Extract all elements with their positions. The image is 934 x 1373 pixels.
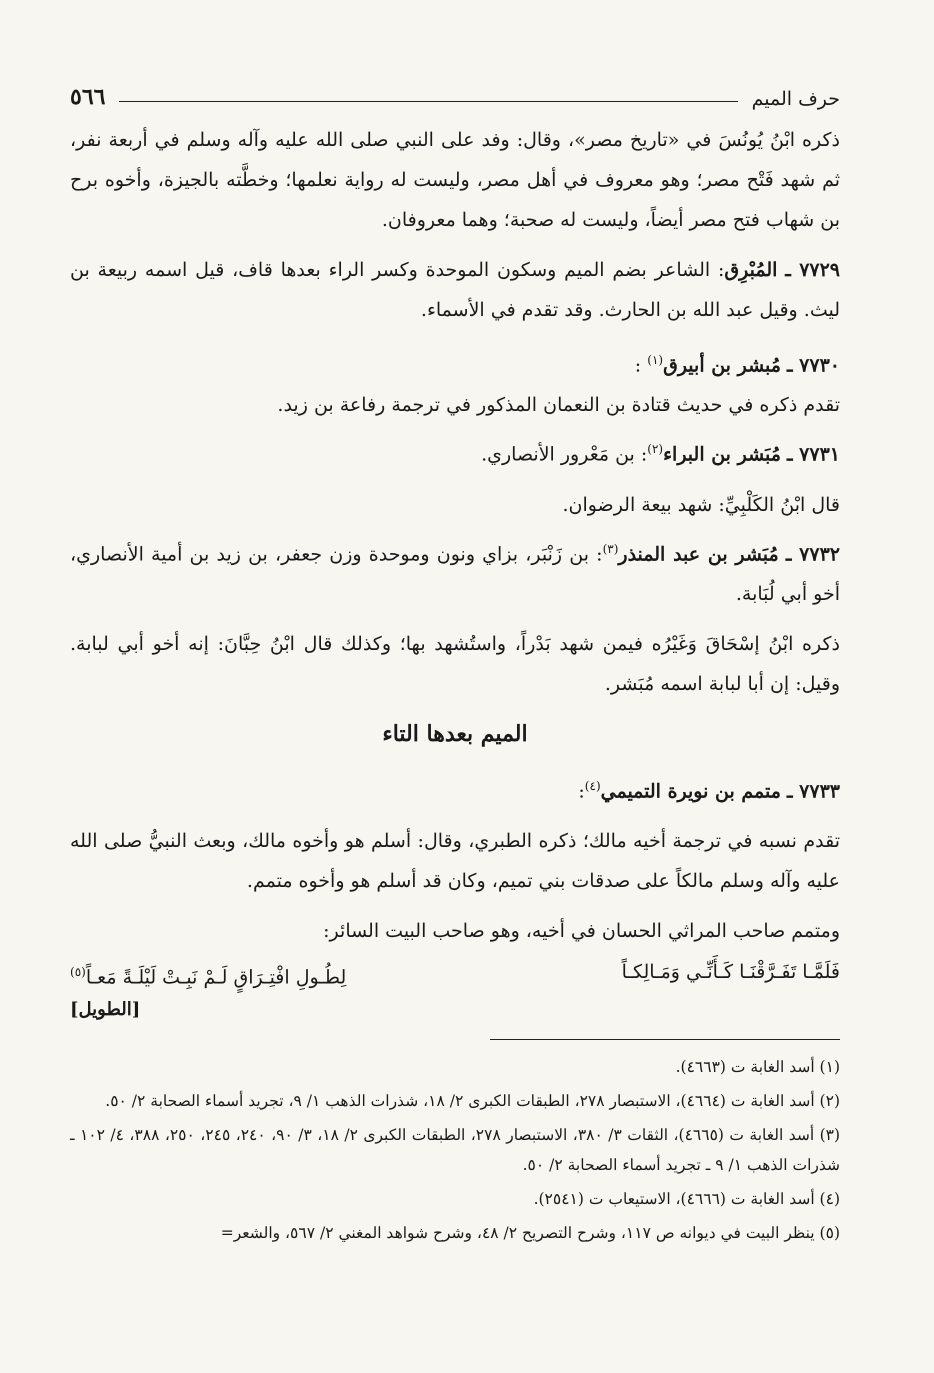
entry-number: ٧٧٢٩ ـ bbox=[785, 259, 841, 281]
entry-name: مُبَشر بن البراء bbox=[663, 443, 781, 466]
section-title: حرف الميم bbox=[751, 88, 840, 110]
paragraph-mutammim: تقدم نسبه في ترجمة أخيه مالك؛ ذكره الطبري، وقال: أسلم هو وأخوه مالك، وبعث النبيُّ صلى الله عليه وآله وسلم مالكاً على صدقات بني تميم، وكان قد أسلم هو وأخوه متمم. bbox=[70, 830, 840, 893]
footnote-ref: (٢) bbox=[647, 442, 664, 457]
entry-text: تقدم ذكره في حديث قتادة بن النعمان المذكور في ترجمة رفاعة بن زيد. bbox=[277, 394, 840, 417]
entry-text: : الشاعر بضم الميم وسكون الموحدة وكسر الراء بعدها قاف، قيل اسمه ربيعة بن ليث. وقيل عبد الله بن الحارث. وقد تقدم في الأسماء. bbox=[70, 259, 840, 321]
entry-7732 bbox=[70, 529, 840, 614]
paragraph-ishaq: ذكره ابْنُ إسْحَاقَ وَغَيْرُه فيمن شهد بَدْراً، واستُشهد بها؛ وكذلك قال ابْنُ حِبَّانَ: إنه أخو أبي لبابة. وقيل: إن أبا لبابة اسمه مُبَشر. bbox=[70, 632, 840, 695]
page-number: ٥٦٦ bbox=[70, 84, 106, 110]
entry-name: المُبْرِق bbox=[724, 259, 778, 281]
entry-text: : بن مَعْرور الأنصاري. bbox=[481, 443, 648, 466]
entry-name: مُبشر بن أبيرق bbox=[663, 354, 781, 377]
entry-7730 bbox=[70, 340, 840, 425]
entry-name: مُبَشر بن عبد المنذر bbox=[618, 542, 779, 565]
entry-7729 bbox=[70, 250, 840, 330]
entry-name: متمم بن نويرة التميمي bbox=[600, 780, 781, 803]
running-header bbox=[70, 76, 840, 110]
entry-number: ٧٧٣٠ ـ bbox=[786, 354, 840, 377]
header-rule bbox=[119, 101, 737, 102]
footnote-2: (٢) أسد الغابة ت (٤٦٦٤)، الاستبصار ٢٧٨، الطبقات الكبرى ٢/ ١٨، شذرات الذهب ١/ ٩، تجريد أسماء الصحابة ٢/ ٥٠. bbox=[105, 1091, 840, 1110]
entry-7731 bbox=[70, 429, 840, 474]
footnote-1: (١) أسد الغابة ت (٤٦٦٣). bbox=[675, 1057, 840, 1076]
verse-first-hemistich: فَلَمَّـا تَفَـرَّقْنَـا كَـأَنِّـي وَمَـالِكـاً bbox=[621, 961, 840, 984]
entry-number: ٧٧٣٢ ـ bbox=[785, 542, 840, 565]
footnote-3: (٣) أسد الغابة ت (٤٦٦٥)، الثقات ٣/ ٣٨٠، الاستبصار ٢٧٨، الطبقات الكبرى ٢/ ١٨، ٣/ ٩٠، ٢٤٠، ٢٤٥، ٢٥٠، ٣٨٨، ٤/ ١٠٢ ـ شذرات الذهب ١/ ٩ ـ تجريد أسماء الصحابة ٢/ ٥٠. bbox=[70, 1125, 841, 1174]
entry-number: ٧٧٣٣ ـ bbox=[786, 780, 840, 803]
entry-colon: : bbox=[634, 354, 642, 377]
entry-7733 bbox=[70, 766, 840, 811]
paragraph-kalbi: قال ابْنُ الكَلْبِيِّ: شهد بيعة الرضوان. bbox=[562, 493, 840, 516]
footnote-4: (٤) أسد الغابة ت (٤٦٦٦)، الاستيعاب ت (٢٥٤١). bbox=[533, 1189, 840, 1208]
footnote-ref: (١) bbox=[647, 353, 664, 367]
page bbox=[70, 76, 840, 1252]
entry-number: ٧٧٣١ ـ bbox=[786, 443, 840, 466]
entry-text: : بن زَنْبَر، بزاي ونون وموحدة وزن جعفر، بن زيد بن أمية الأنصاري، أخو أبي لُبَابة. bbox=[70, 542, 840, 605]
verse bbox=[70, 955, 840, 994]
footnote-ref: (٥) bbox=[70, 965, 86, 980]
footnote-ref: (٤) bbox=[584, 778, 601, 793]
verse-second-hemistich: لِطُـولِ افْتِـرَاقٍ لَـمْ نَبِـتْ لَيْلَـةً مَعـاً$^{(٥)}$ bbox=[70, 965, 347, 989]
paragraph-intro: ذكره ابْنُ يُونُسَ في «تاريخ مصر»، وقال: وفد على النبي صلى الله عليه وآله وسلم في أربعة نفر، ثم شهد فَتْح مصر؛ وهو معروف في أهل مصر، وليست له رواية نعلمها؛ وخطَّته بالجيزة، وأخوه برح بن شهاب فتح مصر أيضاً، وليست له صحبة؛ وهما معروفان. bbox=[70, 129, 840, 231]
footnote-rule bbox=[490, 1039, 840, 1040]
section-heading: الميم بعدها التاء bbox=[382, 720, 528, 747]
verse-meter: [الطويل] bbox=[70, 998, 141, 1020]
footnote-ref: (٣) bbox=[602, 541, 619, 556]
entry-colon: : bbox=[578, 780, 585, 803]
paragraph-verse-intro: ومتمم صاحب المراثي الحسان في أخيه، وهو صاحب البيت السائر: bbox=[323, 920, 840, 943]
footnote-5: (٥) ينظر البيت في ديوانه ص ١١٧، وشرح التصريح ٢/ ٤٨، وشرح شواهد المغني ٢/ ٥٦٧، والشعر= bbox=[220, 1223, 840, 1242]
